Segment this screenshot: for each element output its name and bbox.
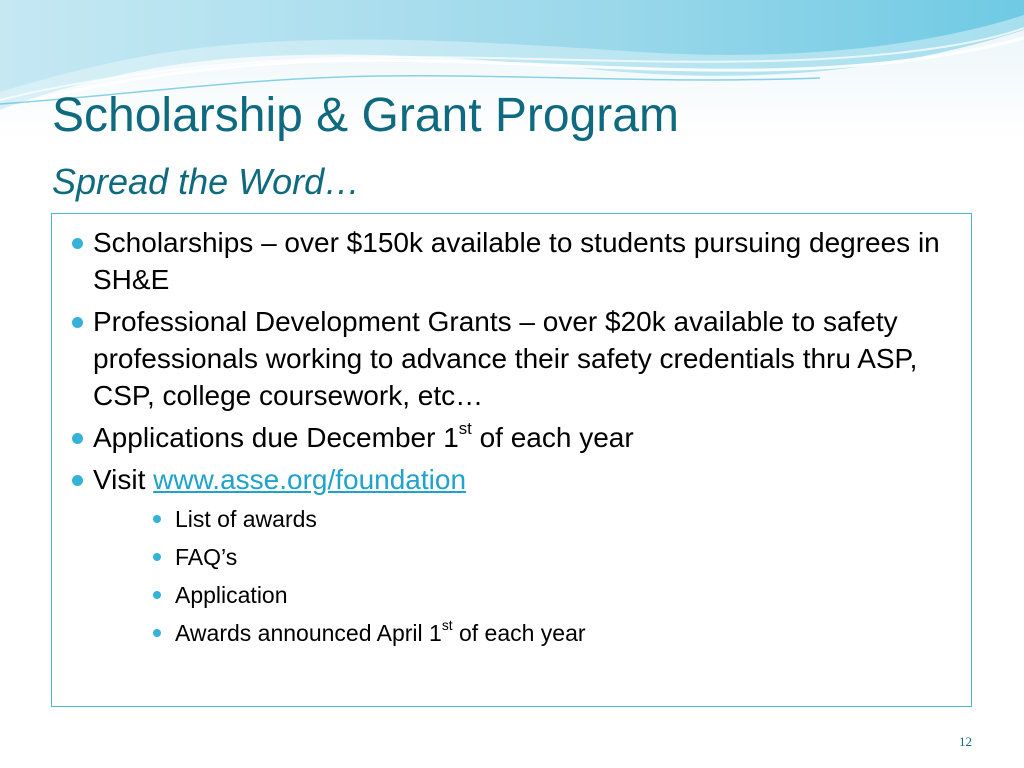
sub-bullet-list: [93, 504, 957, 648]
sub-bullet-list-of-awards: [93, 504, 957, 534]
sub-bullet-dot-icon: [153, 553, 161, 561]
bullet-list: [52, 224, 971, 656]
bullet-dot-icon: [72, 238, 83, 249]
sub-bullet-faqs: [93, 542, 957, 572]
sub-bullet-text-after: of each year: [452, 620, 586, 646]
sub-bullet-dot-icon: [153, 591, 161, 599]
bullet-text-before: Applications due December 1: [93, 422, 459, 453]
bullet-visit: [52, 461, 971, 648]
bullet-text: Scholarships – over $150k available to students pursuing degrees in SH&E: [93, 227, 940, 295]
sub-bullet-application: [93, 580, 957, 610]
sub-bullet-text: Application: [175, 582, 288, 608]
sub-bullet-awards-announced: [93, 618, 957, 648]
bullet-scholarships: [52, 224, 971, 298]
bullet-text-after: of each year: [471, 422, 634, 453]
sub-bullet-text: FAQ’s: [175, 544, 238, 570]
bullet-development-grants: [52, 303, 971, 414]
sub-bullet-text: List of awards: [175, 506, 317, 532]
content-box: [51, 213, 972, 707]
bullet-dot-icon: [72, 433, 83, 444]
bullet-prefix: Visit: [93, 464, 154, 495]
bullet-superscript: st: [458, 419, 472, 439]
slide-subtitle: Spread the Word…: [52, 161, 361, 202]
bullet-dot-icon: [72, 475, 83, 486]
sub-bullet-dot-icon: [153, 629, 161, 637]
sub-bullet-text-before: Awards announced April 1: [175, 620, 442, 646]
foundation-link[interactable]: www.asse.org/foundation: [153, 464, 467, 495]
bullet-text: Professional Development Grants – over $20k available to safety professionals working to advance their safety credentials thru ASP, CSP, college coursework, etc…: [93, 306, 918, 411]
bullet-applications-due: [52, 419, 971, 456]
bullet-dot-icon: [72, 317, 83, 328]
sub-bullet-dot-icon: [153, 515, 161, 523]
sub-bullet-superscript: st: [441, 618, 453, 634]
page-number: 12: [959, 734, 972, 749]
slide-title: Scholarship & Grant Program: [52, 89, 679, 142]
